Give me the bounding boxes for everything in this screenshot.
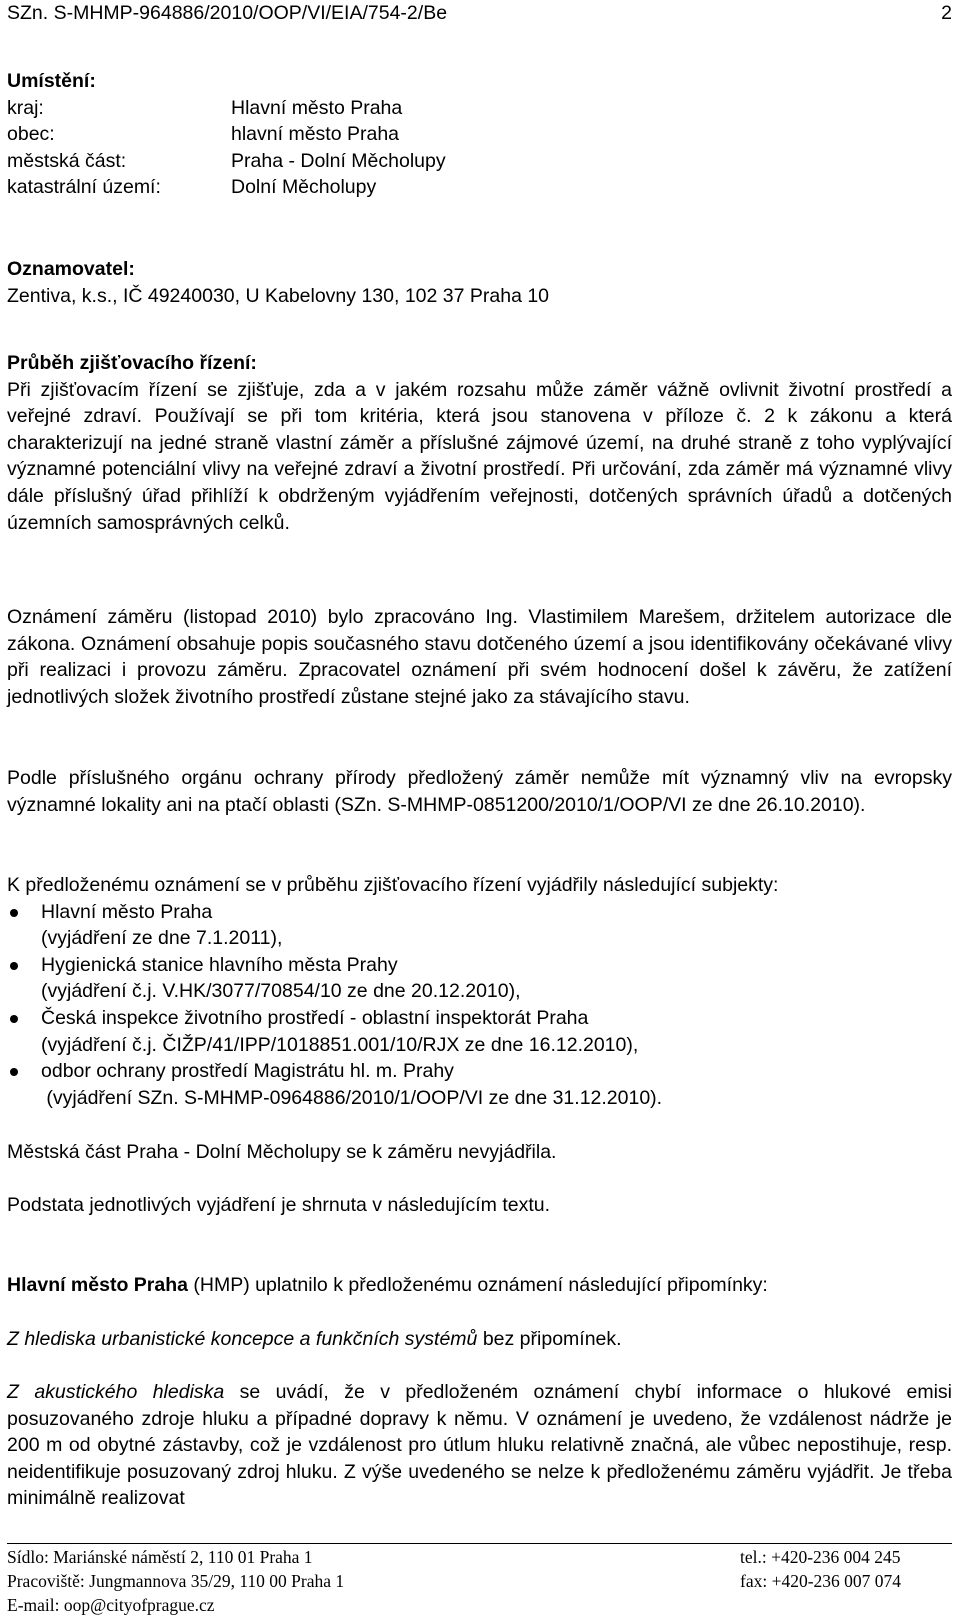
urban-text: bez připomínek.	[477, 1328, 622, 1350]
bullet-icon	[10, 1068, 18, 1076]
urban-paragraph	[7, 1326, 952, 1353]
acoustic-paragraph	[7, 1379, 952, 1512]
footer-email: E-mail: oop@cityofprague.cz	[7, 1595, 215, 1615]
district-paragraph: Městská část Praha - Dolní Měcholupy se k záměru nevyjádřila.	[7, 1141, 557, 1163]
subject-detail: (vyjádření SZn. S-MHMP-0964886/2010/1/OOP/VI ze dne 31.12.2010).	[41, 1086, 663, 1109]
footer-row	[7, 1593, 952, 1617]
subject-name: odbor ochrany prostředí Magistrátu hl. m. Prahy	[41, 1060, 454, 1083]
notifier-section	[7, 256, 952, 309]
list-item	[7, 1058, 952, 1111]
subject-name: Česká inspekce životního prostředí - oblastní inspektorát Praha	[41, 1006, 589, 1029]
location-label: městská část:	[7, 149, 127, 172]
list-item	[7, 1005, 952, 1058]
footer-row	[7, 1569, 952, 1593]
hmp-name: Hlavní město Praha	[7, 1274, 188, 1296]
location-row	[7, 148, 627, 175]
nature-paragraph: Podle příslušného orgánu ochrany přírody předložený záměr nemůže mít významný vliv na evropsky významné lokality ani na ptačí oblasti (SZn. S-MHMP-0851200/2010/1/OOP/VI ze dne 26.10.2010).	[7, 767, 952, 816]
reference-number: SZn. S-MHMP-964886/2010/OOP/VI/EIA/754-2/Be	[7, 2, 448, 24]
location-heading: Umístění:	[7, 70, 96, 92]
urban-heading: Z hlediska urbanistické koncepce a funkčních systémů	[7, 1328, 478, 1350]
acoustic-text: se uvádí, že v předloženém oznámení chybí informace o hlukové emisi posuzovaného zdroje hluku a případné dopravy k němu. V oznámení je uvedeno, že vzdálenost nádrže je 200 m od obytné zástavby, což je vzdálenost pro útlum hluku relativně značná, ale vůbec nepostihuje, resp. neidentifikuje posuzovaný zdroj hluku. Z výše uvedeného se nelze k předloženému záměru vyjádřit. Je třeba minimálně realizovat	[7, 1381, 952, 1510]
footer-row	[7, 1545, 952, 1569]
location-label: kraj:	[7, 96, 44, 119]
page-header	[7, 0, 952, 26]
location-value: Praha - Dolní Měcholupy	[231, 149, 446, 172]
subject-name: Hygienická stanice hlavního města Prahy	[41, 953, 398, 976]
list-item	[7, 899, 952, 952]
subjects-intro: K předloženému oznámení se v průběhu zjišťovacího řízení vyjádřily následující subjekty:	[7, 874, 779, 896]
location-value: Hlavní město Praha	[231, 96, 403, 119]
location-label: obec:	[7, 123, 55, 146]
subjects-list	[7, 899, 952, 1112]
location-label: katastrální území:	[7, 176, 161, 199]
summary-paragraph: Podstata jednotlivých vyjádření je shrnuta v následujícím textu.	[7, 1194, 551, 1216]
location-row	[7, 174, 627, 201]
footer-office: Pracoviště: Jungmannova 35/29, 110 00 Praha 1	[7, 1571, 345, 1591]
bullet-icon	[10, 909, 18, 917]
footer-divider	[7, 1543, 952, 1544]
footer-seat: Sídlo: Mariánské náměstí 2, 110 01 Praha 1	[7, 1547, 313, 1567]
notice-paragraph: Oznámení záměru (listopad 2010) bylo zpracováno Ing. Vlastimilem Marešem, držitelem autorizace dle zákona. Oznámení obsahuje popis současného stavu dotčeného území a jsou identifikovány očekávané vlivy při realizaci i provozu záměru. Zpracovatel oznámení při svém hodnocení došel k závěru, že zatížení jednotlivých složek životního prostředí zůstane stejné jako za stávajícího stavu.	[7, 606, 952, 708]
location-value: Dolní Měcholupy	[231, 176, 377, 199]
subjects-section	[7, 872, 952, 1111]
subject-detail: (vyjádření č.j. V.HK/3077/70854/10 ze dne 20.12.2010),	[41, 980, 521, 1003]
subject-detail: (vyjádření č.j. ČIŽP/41/IPP/1018851.001/10/RJX ze dne 16.12.2010),	[41, 1033, 639, 1056]
footer-phone: tel.: +420-236 004 245	[740, 1547, 901, 1567]
subject-name: Hlavní město Praha	[41, 900, 213, 923]
bullet-icon	[10, 962, 18, 970]
page-footer	[7, 1545, 952, 1617]
location-value: hlavní město Praha	[231, 123, 400, 146]
bullet-icon	[10, 1015, 18, 1023]
footer-fax: fax: +420-236 007 074	[740, 1571, 902, 1591]
process-heading: Průběh zjišťovacího řízení:	[7, 352, 257, 374]
location-row	[7, 121, 627, 148]
acoustic-heading: Z akustického hlediska	[7, 1381, 225, 1403]
process-section	[7, 350, 952, 536]
subject-detail: (vyjádření ze dne 7.1.2011),	[41, 927, 283, 950]
page-number: 2	[941, 2, 952, 24]
list-item	[7, 952, 952, 1005]
hmp-text: (HMP) uplatnilo k předloženému oznámení následující připomínky:	[187, 1274, 768, 1296]
notifier-text: Zentiva, k.s., IČ 49240030, U Kabelovny 130, 102 37 Praha 10	[7, 284, 550, 307]
location-section	[7, 68, 627, 201]
notifier-heading: Oznamovatel:	[7, 258, 135, 280]
hmp-paragraph	[7, 1272, 952, 1299]
location-row	[7, 95, 627, 122]
process-text: Při zjišťovacím řízení se zjišťuje, zda a v jakém rozsahu může záměr vážně ovlivnit životní prostředí a veřejné zdraví. Používají se při tom kritéria, která jsou stanovena v příloze č. 2 k zákonu a která charakterizují na jedné straně vlastní záměr a příslušné zájmové území, na druhé straně z toho vyplývající významné potenciální vlivy na veřejné zdraví a životní prostředí. Při určování, zda záměr má významné vlivy dále příslušný úřad přihlíží k obdrženým vyjádřením veřejnosti, dotčených správních úřadů a dotčených územních samosprávných celků.	[7, 378, 952, 534]
